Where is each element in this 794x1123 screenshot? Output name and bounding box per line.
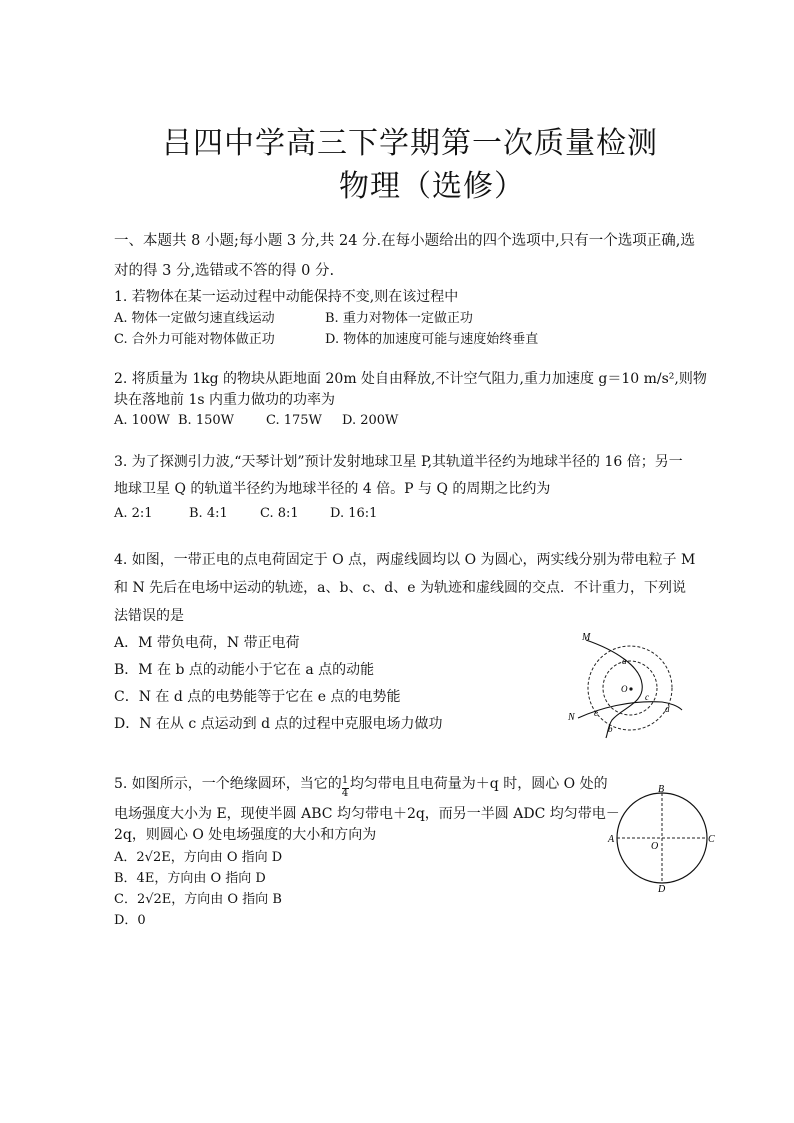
q1-option-b: B. 重力对物体一定做正功 (325, 311, 473, 326)
q5-stem-line1 (114, 773, 608, 799)
q4-field-figure (560, 628, 690, 740)
label-o: O (621, 684, 628, 694)
q1-option-a: A. 物体一定做匀速直线运动 (114, 311, 275, 326)
q4-option-b: B．M 在 b 点的动能小于它在 a 点的动能 (114, 662, 375, 678)
fraction-numerator: 1 (341, 775, 349, 786)
q3-stem-line2: 地球卫星 Q 的轨道半径约为地球半径的 4 倍。P 与 Q 的周期之比约为 (114, 481, 551, 497)
point-charge-o (629, 687, 632, 690)
q1-option-d: D. 物体的加速度可能与速度始终垂直 (325, 332, 539, 347)
q3-option-a: A. 2:1 (114, 506, 153, 521)
page-subtitle: 物理（选修） (339, 169, 525, 204)
page-title: 吕四中学高三下学期第一次质量检测 (162, 126, 658, 161)
q3-stem-line1: 3. 为了探测引力波,“天琴计划”预计发射地球卫星 P,其轨道半径约为地球半径的 16 倍；另一 (114, 454, 683, 470)
q2-option-a: A. 100W (114, 413, 170, 428)
label-b: b (608, 724, 613, 734)
q5-stem-line1-post: 均匀带电且电荷量为＋q 时，圆心 O 处的 (349, 776, 608, 792)
q3-option-d: D. 16:1 (330, 506, 378, 521)
label-m: M (582, 632, 591, 643)
q4-option-a: A．M 带负电荷，N 带正电荷 (114, 635, 300, 651)
trajectory-m (586, 640, 642, 738)
q5-option-c: C．2√2E，方向由 O 指向 B (114, 892, 282, 907)
section-instructions-line2: 对的得 3 分,选错或不答的得 0 分. (114, 263, 335, 279)
q4-stem-line3: 法错误的是 (114, 608, 184, 624)
label-center-o: O (651, 841, 659, 852)
label-a: a (622, 656, 627, 666)
q5-option-b: B．4E，方向由 O 指向 D (114, 871, 266, 886)
q5-stem-line2: 电场强度大小为 E，现使半圆 ABC 均匀带电＋2q，而另一半圆 ADC 均匀带电－ (114, 806, 620, 822)
q2-stem-line2: 块在落地前 1s 内重力做功的功率为 (114, 392, 335, 408)
label-a-point: A (608, 834, 615, 845)
q2-option-b: B. 150W (178, 413, 234, 428)
q2-stem-line1: 2. 将质量为 1kg 的物块从距地面 20m 处自由释放,不计空气阻力,重力加速度 g＝10 m/s²,则物 (114, 371, 707, 387)
label-d: d (665, 704, 670, 714)
q4-option-d: D．N 在从 c 点运动到 d 点的过程中克服电场力做功 (114, 716, 443, 732)
q2-option-c: C. 175W (266, 413, 322, 428)
q4-stem-line2: 和 N 先后在电场中运动的轨迹，a、b、c、d、e 为轨迹和虚线圆的交点．不计重力，下列说 (114, 580, 686, 596)
q5-stem-line1-pre: 5. 如图所示，一个绝缘圆环，当它的 (114, 776, 342, 792)
q3-option-b: B. 4:1 (189, 506, 228, 521)
q4-stem-line1: 4. 如图，一带正电的点电荷固定于 O 点，两虚线圆均以 O 为圆心，两实线分别为带电粒子 M (114, 552, 696, 568)
label-n: N (568, 712, 575, 723)
q5-stem-line3: 2q，则圆心 O 处电场强度的大小和方向为 (114, 827, 377, 843)
q5-ring-figure (604, 782, 720, 894)
q5-option-d: D．0 (114, 913, 146, 928)
label-c: c (645, 692, 649, 702)
q4-option-c: C．N 在 d 点的电势能等于它在 e 点的电势能 (114, 689, 401, 705)
fraction-denominator: 4 (341, 788, 349, 799)
q1-stem: 1. 若物体在某一运动过程中动能保持不变,则在该过程中 (114, 289, 459, 305)
label-d-point: D (658, 884, 666, 894)
label-e: e (594, 708, 598, 718)
label-b-point: B (658, 784, 665, 795)
section-instructions-line1: 一、本题共 8 小题;每小题 3 分,共 24 分.在每小题给出的四个选项中,只有一个选项正确,选 (114, 233, 695, 249)
q3-option-c: C. 8:1 (260, 506, 299, 521)
label-c-point: C (708, 834, 715, 845)
q1-option-c: C. 合外力可能对物体做正功 (114, 332, 275, 347)
q2-option-d: D. 200W (342, 413, 399, 428)
q5-option-a: A．2√2E，方向由 O 指向 D (114, 850, 283, 865)
